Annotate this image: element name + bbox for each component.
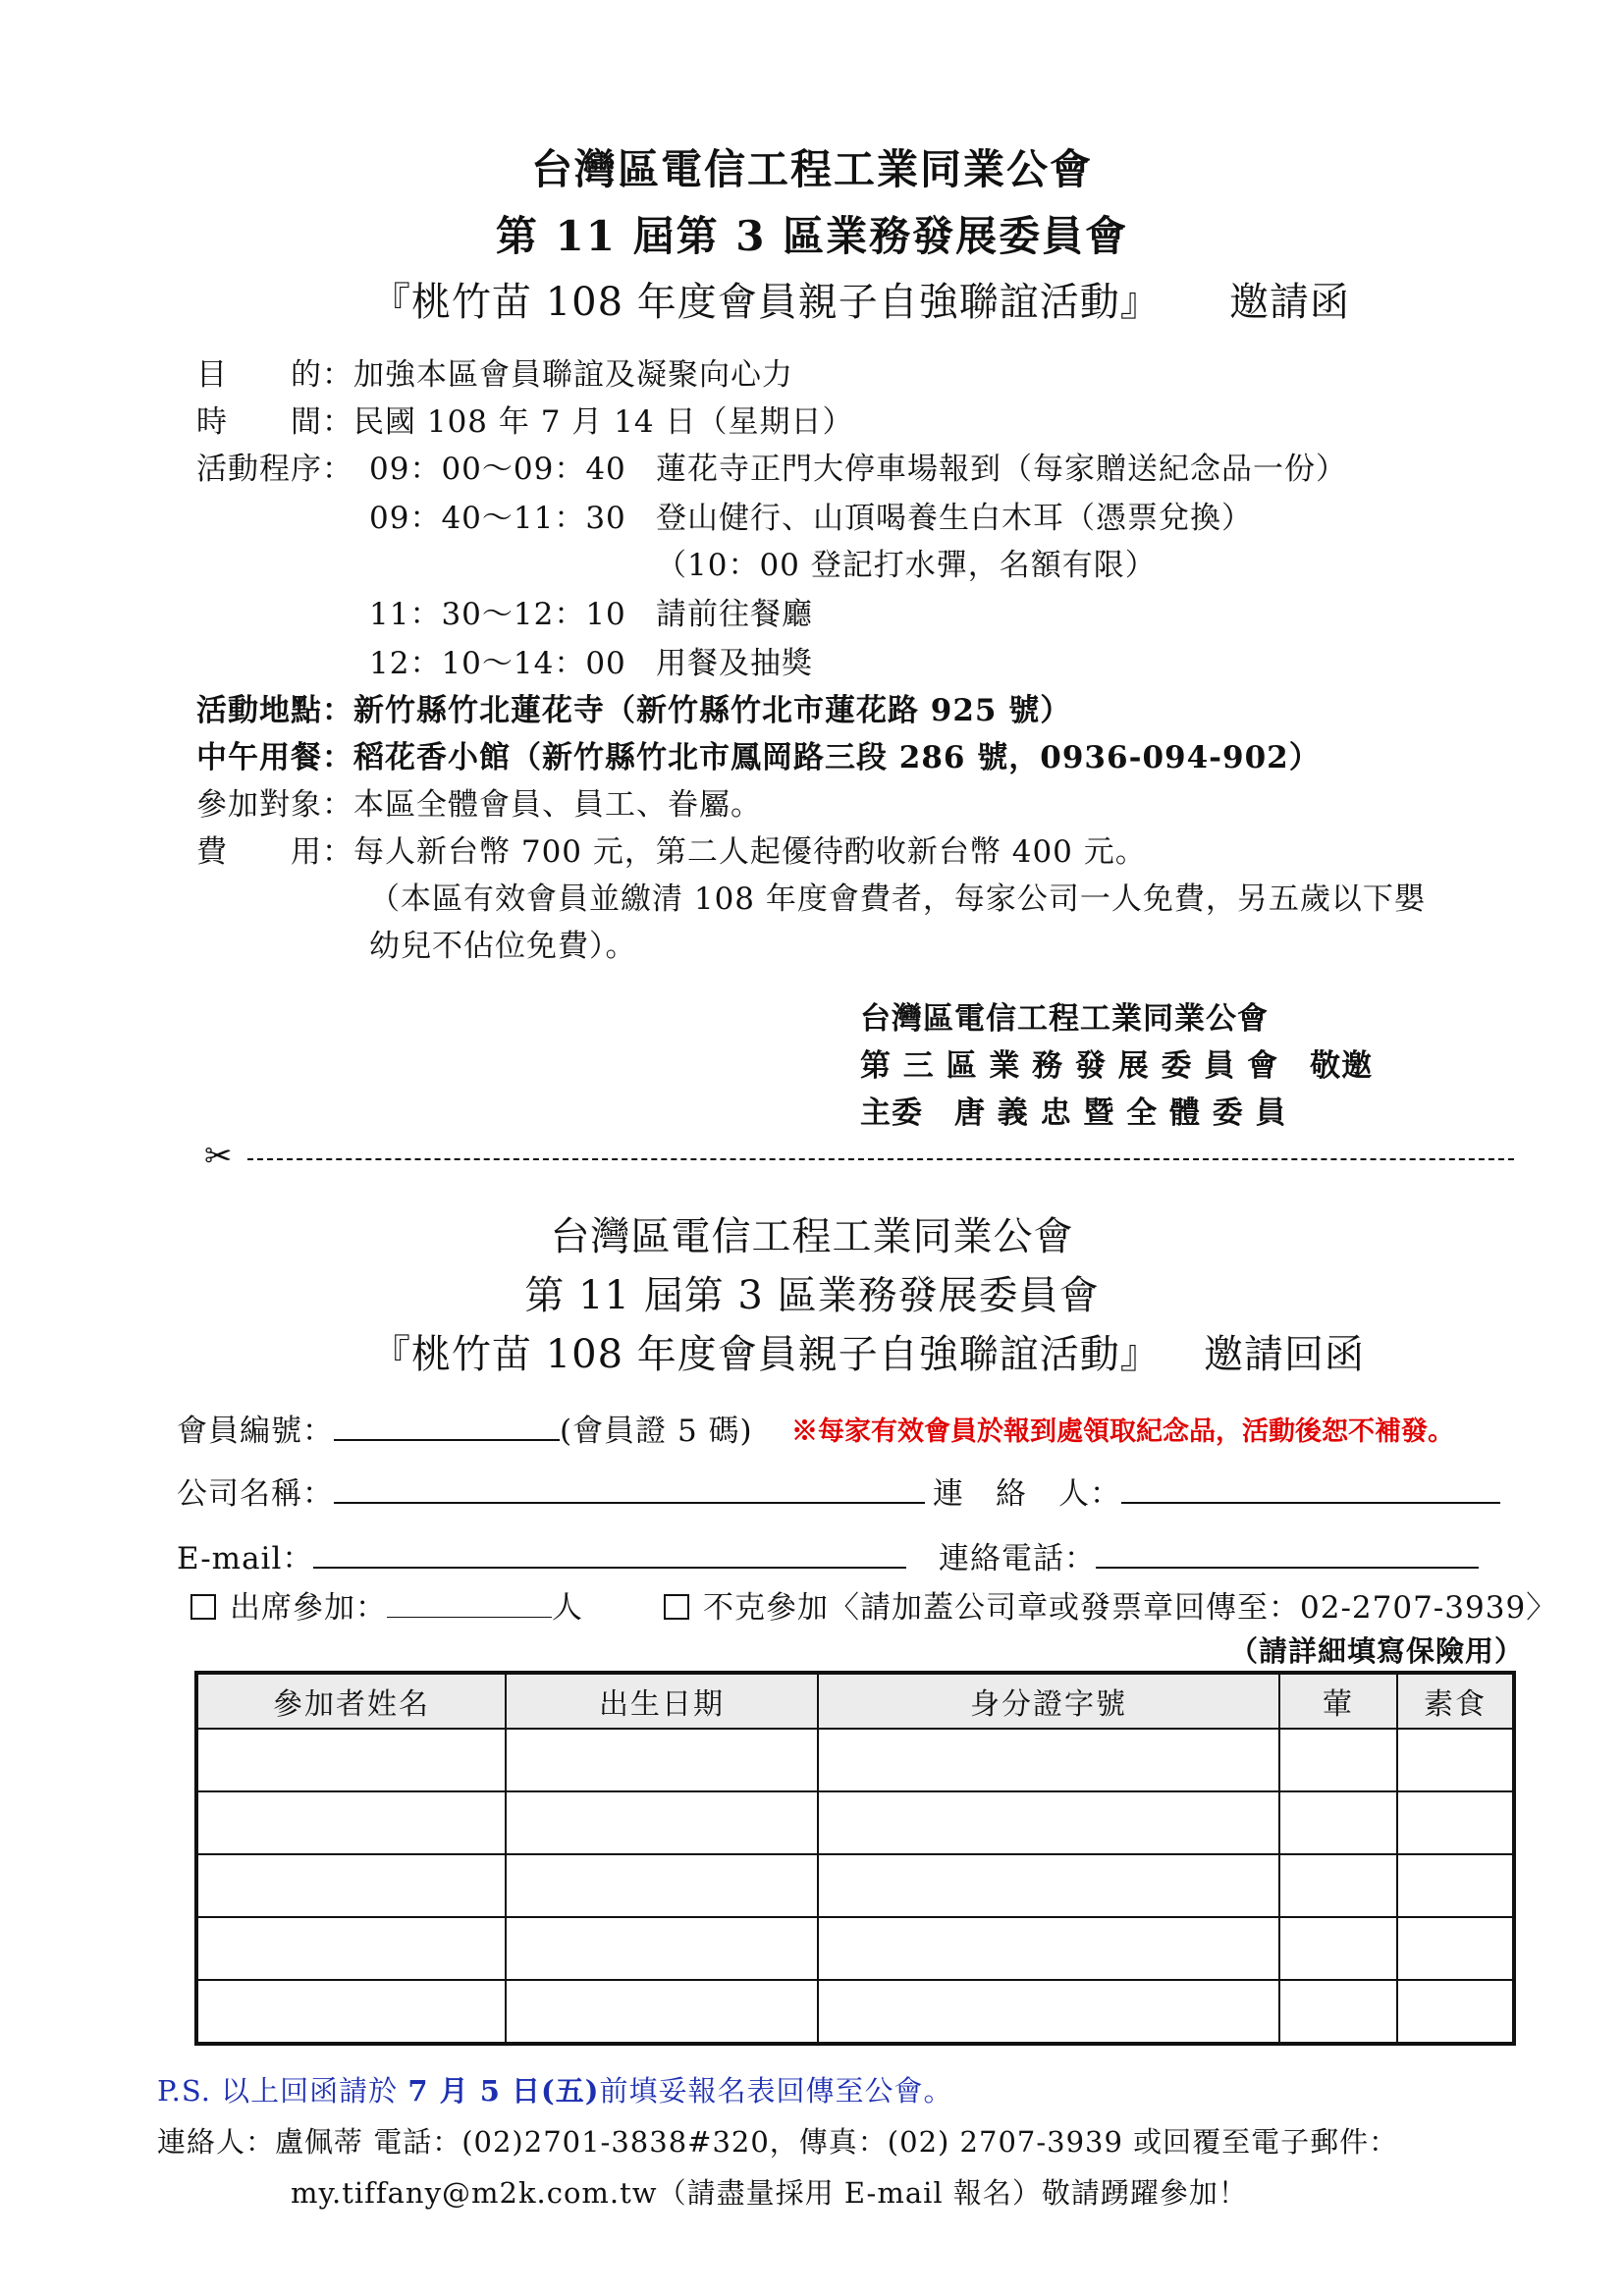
- lunch-value: 稻花香小館（新竹縣竹北市鳳岡路三段 286 號，0936-094-902）: [353, 740, 1321, 775]
- email-row: [177, 1533, 906, 1577]
- table-cell[interactable]: [1397, 1917, 1514, 1980]
- company-field[interactable]: [334, 1472, 925, 1504]
- phone-field[interactable]: [1096, 1537, 1479, 1569]
- table-cell[interactable]: [1279, 1980, 1397, 2044]
- program-desc: 蓮花寺正門大停車場報到（每家贈送紀念品一份）: [656, 452, 1347, 487]
- registration-table: [194, 1671, 1516, 2046]
- target-row: [196, 779, 762, 824]
- fee-row: [196, 827, 1147, 871]
- cut-line: [247, 1158, 1514, 1160]
- contact-line: 連絡人：盧佩蒂 電話：(02)2701-3838#320，傳真：(02) 2707-3939 或回覆至電子郵件：: [157, 2125, 1399, 2159]
- lunch-row: [196, 732, 1321, 776]
- attend-checkbox[interactable]: [190, 1594, 216, 1620]
- col-header-meat: 葷: [1279, 1673, 1397, 1729]
- table-row: [196, 1854, 1514, 1917]
- doc-type: 邀請函: [1229, 280, 1350, 325]
- target-label: 參加對象：: [196, 787, 353, 823]
- contact-label: 連 絡 人：: [933, 1476, 1121, 1512]
- table-cell[interactable]: [1279, 1729, 1397, 1791]
- col-header-birthdate: 出生日期: [506, 1673, 818, 1729]
- venue-row: [196, 685, 1071, 729]
- program-time: 11：30～12：10: [369, 597, 626, 632]
- phone-row: [939, 1533, 1479, 1577]
- table-cell[interactable]: [506, 1854, 818, 1917]
- table-cell[interactable]: [506, 1980, 818, 2044]
- ps-line: [157, 2069, 952, 2109]
- fee-note: （本區有效會員並繳清 108 年度會費者，每家公司一人免費，另五歲以下嬰: [369, 881, 1426, 917]
- table-cell[interactable]: [196, 1980, 506, 2044]
- decline-label: 不克參加〈請加蓋公司章或發票章回傳至：02-2707-3939〉: [703, 1590, 1558, 1626]
- org-title: 台灣區電信工程工業同業公會: [530, 145, 1093, 193]
- table-cell[interactable]: [1397, 1729, 1514, 1791]
- table-cell[interactable]: [818, 1917, 1279, 1980]
- fee-note: 幼兒不佔位免費）。: [369, 929, 637, 964]
- table-cell[interactable]: [196, 1791, 506, 1854]
- table-cell[interactable]: [818, 1791, 1279, 1854]
- table-cell[interactable]: [818, 1854, 1279, 1917]
- program-desc: 請前往餐廳: [656, 597, 813, 632]
- table-row: [196, 1791, 1514, 1854]
- time-value: 民國 108 年 7 月 14 日（星期日）: [353, 404, 854, 440]
- table-cell[interactable]: [196, 1917, 506, 1980]
- program-time: 12：10～14：00: [369, 646, 626, 681]
- program-desc: 登山健行、山頂喝養生白木耳（憑票兌換）: [656, 501, 1253, 536]
- company-label: 公司名稱：: [177, 1476, 334, 1512]
- purpose-row: [196, 349, 793, 394]
- contact-field[interactable]: [1121, 1472, 1500, 1504]
- col-header-name: 參加者姓名: [196, 1673, 506, 1729]
- ps-deadline: 7 月 5 日(五): [407, 2074, 600, 2108]
- time-label: 時 間：: [196, 404, 353, 440]
- insurance-note: （請詳細填寫保險用）: [1229, 1634, 1525, 1668]
- table-cell[interactable]: [506, 1791, 818, 1854]
- signature-org: 台灣區電信工程工業同業公會: [860, 1001, 1269, 1037]
- fee-value: 每人新台幣 700 元，第二人起優待酌收新台幣 400 元。: [353, 834, 1147, 870]
- purpose-label: 目 的：: [196, 357, 353, 393]
- table-cell[interactable]: [196, 1854, 506, 1917]
- table-row: [196, 1917, 1514, 1980]
- lunch-label: 中午用餐：: [196, 740, 353, 775]
- table-cell[interactable]: [818, 1729, 1279, 1791]
- program-label: 活動程序：: [196, 452, 353, 487]
- purpose-value: 加強本區會員聯誼及凝聚向心力: [353, 357, 793, 393]
- table-cell[interactable]: [1279, 1791, 1397, 1854]
- program-desc: （10：00 登記打水彈，名額有限）: [656, 548, 1157, 583]
- table-cell[interactable]: [1397, 1791, 1514, 1854]
- table-row: [196, 1729, 1514, 1791]
- decline-checkbox[interactable]: [664, 1594, 689, 1620]
- email-label: E-mail：: [177, 1541, 314, 1576]
- table-cell[interactable]: [196, 1729, 506, 1791]
- program-desc: 用餐及抽獎: [656, 646, 813, 681]
- col-header-id-number: 身分證字號: [818, 1673, 1279, 1729]
- member-no-note: (會員證 5 碼): [560, 1414, 753, 1449]
- fee-label: 費 用：: [196, 834, 353, 870]
- col-header-vegetarian: 素食: [1397, 1673, 1514, 1729]
- table-cell[interactable]: [1279, 1917, 1397, 1980]
- table-cell[interactable]: [506, 1917, 818, 1980]
- attend-label: 出席參加：: [230, 1590, 387, 1626]
- notice-text: ※每家有效會員於報到處領取紀念品，活動後恕不補發。: [791, 1416, 1454, 1447]
- table-cell[interactable]: [1397, 1854, 1514, 1917]
- reply-doc-type: 邀請回函: [1204, 1332, 1365, 1377]
- reply-org-title: 台灣區電信工程工業同業公會: [550, 1214, 1074, 1259]
- signature-chair: 主委 唐 義 忠 暨 全 體 委 員: [860, 1095, 1287, 1131]
- ps-suffix: 前填妥報名表回傳至公會。: [599, 2074, 953, 2108]
- program-time: 09：40～11：30: [369, 501, 626, 536]
- table-row: [196, 1980, 1514, 2044]
- scissors-icon: ✂: [204, 1137, 233, 1176]
- email-line: my.tiffany@m2k.com.tw（請盡量採用 E-mail 報名）敬請踴躍參加！: [291, 2176, 1248, 2210]
- event-title: 『桃竹苗 108 年度會員親子自強聯誼活動』: [371, 280, 1161, 325]
- table-cell[interactable]: [1279, 1854, 1397, 1917]
- time-row: [196, 397, 853, 441]
- ps-prefix: P.S. 以上回函請於: [157, 2074, 408, 2108]
- table-cell[interactable]: [1397, 1980, 1514, 2044]
- table-cell[interactable]: [506, 1729, 818, 1791]
- committee-title: 第 11 屆第 3 區業務發展委員會: [495, 212, 1129, 260]
- member-no-field[interactable]: [334, 1410, 560, 1441]
- contact-row: [933, 1468, 1500, 1513]
- venue-value: 新竹縣竹北蓮花寺（新竹縣竹北市蓮花路 925 號）: [353, 693, 1072, 728]
- attend-unit: 人: [552, 1590, 583, 1626]
- phone-label: 連絡電話：: [939, 1541, 1096, 1576]
- venue-label: 活動地點：: [196, 693, 353, 728]
- email-field[interactable]: [313, 1537, 906, 1569]
- member-no-label: 會員編號：: [177, 1414, 334, 1449]
- attend-count-field[interactable]: [387, 1587, 552, 1618]
- attend-row: [190, 1582, 583, 1627]
- reply-event-title: 『桃竹苗 108 年度會員親子自強聯誼活動』: [371, 1332, 1161, 1377]
- table-cell[interactable]: [818, 1980, 1279, 2044]
- reply-committee-title: 第 11 屆第 3 區業務發展委員會: [524, 1273, 1100, 1318]
- member-no-row: [177, 1406, 753, 1450]
- program-time: 09：00～09：40: [369, 452, 626, 487]
- decline-row: [664, 1582, 1557, 1627]
- target-value: 本區全體會員、員工、眷屬。: [353, 787, 762, 823]
- company-row: [177, 1468, 925, 1513]
- signature-committee: 第 三 區 業 務 發 展 委 員 會 敬邀: [860, 1048, 1374, 1084]
